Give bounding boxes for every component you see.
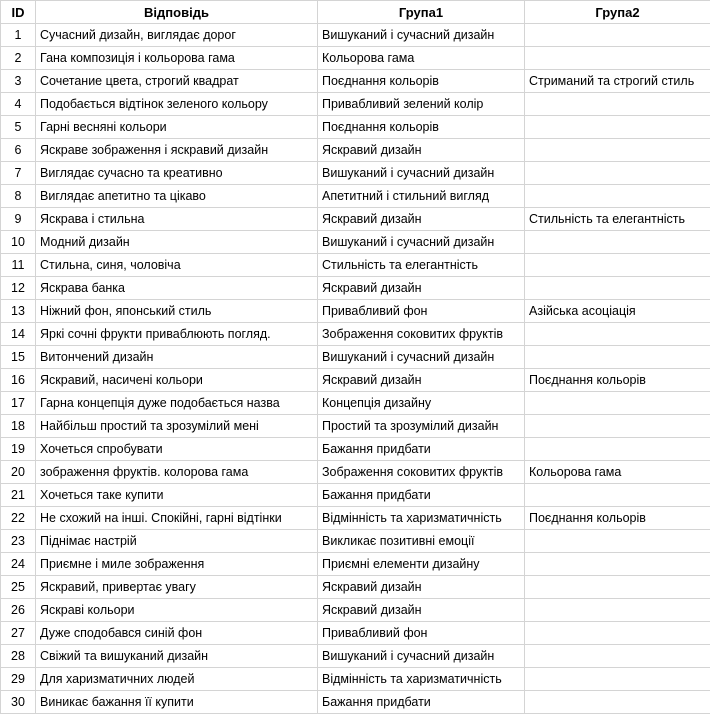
cell-id[interactable]: 16	[1, 369, 36, 392]
cell-id[interactable]: 29	[1, 668, 36, 691]
cell-group1[interactable]: Яскравий дизайн	[318, 277, 525, 300]
table-row	[1, 116, 710, 139]
cell-group2[interactable]	[525, 553, 710, 576]
cell-group1[interactable]: Кольорова гама	[318, 47, 525, 70]
table-body	[1, 24, 710, 714]
cell-group1[interactable]: Вишуканий і сучасний дизайн	[318, 346, 525, 369]
header-answer[interactable]: Відповідь	[36, 1, 318, 24]
table-row	[1, 300, 710, 323]
cell-group1[interactable]: Відмінність та харизматичність	[318, 507, 525, 530]
table-row	[1, 254, 710, 277]
cell-group2[interactable]	[525, 576, 710, 599]
table-row	[1, 622, 710, 645]
cell-group2[interactable]	[525, 645, 710, 668]
cell-answer[interactable]: Найбільш простий та зрозумілий мені	[36, 415, 318, 438]
header-row	[1, 1, 710, 24]
cell-id[interactable]: 28	[1, 645, 36, 668]
cell-answer[interactable]: Яркі сочні фрукти приваблюють погляд.	[36, 323, 318, 346]
cell-group2[interactable]	[525, 185, 710, 208]
cell-answer[interactable]: Яскрава і стильна	[36, 208, 318, 231]
table-row	[1, 507, 710, 530]
cell-answer[interactable]: Гана композиція і кольорова гама	[36, 47, 318, 70]
cell-group1[interactable]: Бажання придбати	[318, 691, 525, 714]
cell-group2[interactable]	[525, 254, 710, 277]
cell-group1[interactable]: Яскравий дизайн	[318, 208, 525, 231]
cell-answer[interactable]: Яскрава банка	[36, 277, 318, 300]
cell-group2[interactable]	[525, 438, 710, 461]
cell-id[interactable]: 30	[1, 691, 36, 714]
cell-id[interactable]: 26	[1, 599, 36, 622]
cell-id[interactable]: 3	[1, 70, 36, 93]
cell-id[interactable]: 2	[1, 47, 36, 70]
cell-group1[interactable]: Вишуканий і сучасний дизайн	[318, 24, 525, 47]
cell-id[interactable]: 8	[1, 185, 36, 208]
cell-answer[interactable]: Сучасний дизайн, виглядає дорог	[36, 24, 318, 47]
cell-id[interactable]: 25	[1, 576, 36, 599]
table-row	[1, 599, 710, 622]
cell-id[interactable]: 7	[1, 162, 36, 185]
cell-group1[interactable]: Яскравий дизайн	[318, 139, 525, 162]
cell-group2[interactable]	[525, 47, 710, 70]
cell-group1[interactable]: Яскравий дизайн	[318, 369, 525, 392]
cell-id[interactable]: 9	[1, 208, 36, 231]
cell-group1[interactable]: Апетитний і стильний вигляд	[318, 185, 525, 208]
cell-id[interactable]: 13	[1, 300, 36, 323]
cell-group2[interactable]	[525, 691, 710, 714]
cell-group1[interactable]: Яскравий дизайн	[318, 576, 525, 599]
cell-answer[interactable]: Витончений дизайн	[36, 346, 318, 369]
cell-id[interactable]: 12	[1, 277, 36, 300]
cell-group2[interactable]	[525, 139, 710, 162]
cell-id[interactable]: 15	[1, 346, 36, 369]
cell-group2[interactable]: Стриманий та строгий стиль	[525, 70, 710, 93]
cell-group2[interactable]	[525, 162, 710, 185]
cell-answer[interactable]: Хочеться таке купити	[36, 484, 318, 507]
table-row	[1, 208, 710, 231]
cell-answer[interactable]: Яскравий, привертає увагу	[36, 576, 318, 599]
cell-group1[interactable]: Концепція дизайну	[318, 392, 525, 415]
table-row	[1, 530, 710, 553]
cell-answer[interactable]: Свіжий та вишуканий дизайн	[36, 645, 318, 668]
cell-group1[interactable]: Привабливий зелений колір	[318, 93, 525, 116]
cell-group2[interactable]: Кольорова гама	[525, 461, 710, 484]
cell-group1[interactable]: Вишуканий і сучасний дизайн	[318, 645, 525, 668]
cell-group1[interactable]: Зображення соковитих фруктів	[318, 323, 525, 346]
cell-id[interactable]: 23	[1, 530, 36, 553]
cell-group1[interactable]: Вишуканий і сучасний дизайн	[318, 162, 525, 185]
cell-group1[interactable]: Відмінність та харизматичність	[318, 668, 525, 691]
table-row	[1, 346, 710, 369]
cell-id[interactable]: 20	[1, 461, 36, 484]
cell-answer[interactable]: Піднімає настрій	[36, 530, 318, 553]
cell-answer[interactable]: Гарні весняні кольори	[36, 116, 318, 139]
cell-id[interactable]: 27	[1, 622, 36, 645]
cell-answer[interactable]: Для харизматичних людей	[36, 668, 318, 691]
table-row	[1, 185, 710, 208]
cell-group2[interactable]: Стильність та елегантність	[525, 208, 710, 231]
cell-answer[interactable]: Яскраве зображення і яскравий дизайн	[36, 139, 318, 162]
cell-id[interactable]: 17	[1, 392, 36, 415]
cell-answer[interactable]: Сочетание цвета, строгий квадрат	[36, 70, 318, 93]
cell-group2[interactable]	[525, 392, 710, 415]
table-row	[1, 668, 710, 691]
cell-id[interactable]: 14	[1, 323, 36, 346]
cell-id[interactable]: 11	[1, 254, 36, 277]
cell-group1[interactable]: Приємні елементи дизайну	[318, 553, 525, 576]
cell-answer[interactable]: Модний дизайн	[36, 231, 318, 254]
cell-answer[interactable]: Хочеться спробувати	[36, 438, 318, 461]
cell-answer[interactable]: Приємне і миле зображення	[36, 553, 318, 576]
table-row	[1, 553, 710, 576]
cell-group2[interactable]	[525, 599, 710, 622]
table-row	[1, 323, 710, 346]
table-row	[1, 484, 710, 507]
cell-group1[interactable]: Привабливий фон	[318, 300, 525, 323]
cell-group1[interactable]: Поєднання кольорів	[318, 70, 525, 93]
cell-group2[interactable]: Поєднання кольорів	[525, 507, 710, 530]
cell-group1[interactable]: Стильність та елегантність	[318, 254, 525, 277]
header-group2[interactable]: Група2	[525, 1, 710, 24]
cell-group1[interactable]: Простий та зрозумілий дизайн	[318, 415, 525, 438]
cell-id[interactable]: 19	[1, 438, 36, 461]
cell-group2[interactable]	[525, 24, 710, 47]
cell-id[interactable]: 21	[1, 484, 36, 507]
cell-group2[interactable]	[525, 116, 710, 139]
cell-answer[interactable]: Подобається відтінок зеленого кольору	[36, 93, 318, 116]
cell-id[interactable]: 5	[1, 116, 36, 139]
cell-group2[interactable]: Поєднання кольорів	[525, 369, 710, 392]
table-row	[1, 231, 710, 254]
cell-id[interactable]: 1	[1, 24, 36, 47]
table-row	[1, 645, 710, 668]
cell-group1[interactable]: Зображення соковитих фруктів	[318, 461, 525, 484]
table-row	[1, 162, 710, 185]
cell-group1[interactable]: Бажання придбати	[318, 484, 525, 507]
cell-id[interactable]: 22	[1, 507, 36, 530]
cell-answer[interactable]: Яскраві кольори	[36, 599, 318, 622]
table-row	[1, 461, 710, 484]
cell-answer[interactable]: Виглядає апетитно та цікаво	[36, 185, 318, 208]
table-row	[1, 24, 710, 47]
cell-group2[interactable]	[525, 415, 710, 438]
table-row	[1, 576, 710, 599]
cell-answer[interactable]: Ніжний фон, японський стиль	[36, 300, 318, 323]
cell-id[interactable]: 6	[1, 139, 36, 162]
cell-group2[interactable]	[525, 484, 710, 507]
table-row	[1, 438, 710, 461]
table-row	[1, 70, 710, 93]
table-row	[1, 93, 710, 116]
table-row	[1, 691, 710, 714]
cell-answer[interactable]: Яскравий, насичені кольори	[36, 369, 318, 392]
cell-group1[interactable]: Вишуканий і сучасний дизайн	[318, 231, 525, 254]
cell-group2[interactable]: Азійська асоціація	[525, 300, 710, 323]
cell-answer[interactable]: Дуже сподобався синій фон	[36, 622, 318, 645]
header-group1[interactable]: Група1	[318, 1, 525, 24]
cell-group2[interactable]	[525, 277, 710, 300]
cell-answer[interactable]: Виникає бажання її купити	[36, 691, 318, 714]
cell-group1[interactable]: Бажання придбати	[318, 438, 525, 461]
cell-answer[interactable]: Гарна концепція дуже подобається назва	[36, 392, 318, 415]
cell-group2[interactable]	[525, 346, 710, 369]
table-row	[1, 47, 710, 70]
cell-group2[interactable]	[525, 530, 710, 553]
cell-group1[interactable]: Яскравий дизайн	[318, 599, 525, 622]
table-row	[1, 369, 710, 392]
cell-group2[interactable]	[525, 231, 710, 254]
cell-id[interactable]: 10	[1, 231, 36, 254]
cell-group2[interactable]	[525, 323, 710, 346]
header-id[interactable]: ID	[1, 1, 36, 24]
table-row	[1, 392, 710, 415]
cell-group2[interactable]	[525, 622, 710, 645]
table-row	[1, 277, 710, 300]
cell-group2[interactable]	[525, 93, 710, 116]
cell-group2[interactable]	[525, 668, 710, 691]
cell-answer[interactable]: зображення фруктів. колорова гама	[36, 461, 318, 484]
cell-id[interactable]: 4	[1, 93, 36, 116]
cell-answer[interactable]: Стильна, синя, чоловіча	[36, 254, 318, 277]
cell-answer[interactable]: Виглядає сучасно та креативно	[36, 162, 318, 185]
cell-group1[interactable]: Поєднання кольорів	[318, 116, 525, 139]
cell-group1[interactable]: Привабливий фон	[318, 622, 525, 645]
table-row	[1, 139, 710, 162]
table-row	[1, 415, 710, 438]
cell-answer[interactable]: Не схожий на інші. Спокійні, гарні відтінки	[36, 507, 318, 530]
cell-id[interactable]: 18	[1, 415, 36, 438]
cell-id[interactable]: 24	[1, 553, 36, 576]
cell-group1[interactable]: Викликає позитивні емоції	[318, 530, 525, 553]
